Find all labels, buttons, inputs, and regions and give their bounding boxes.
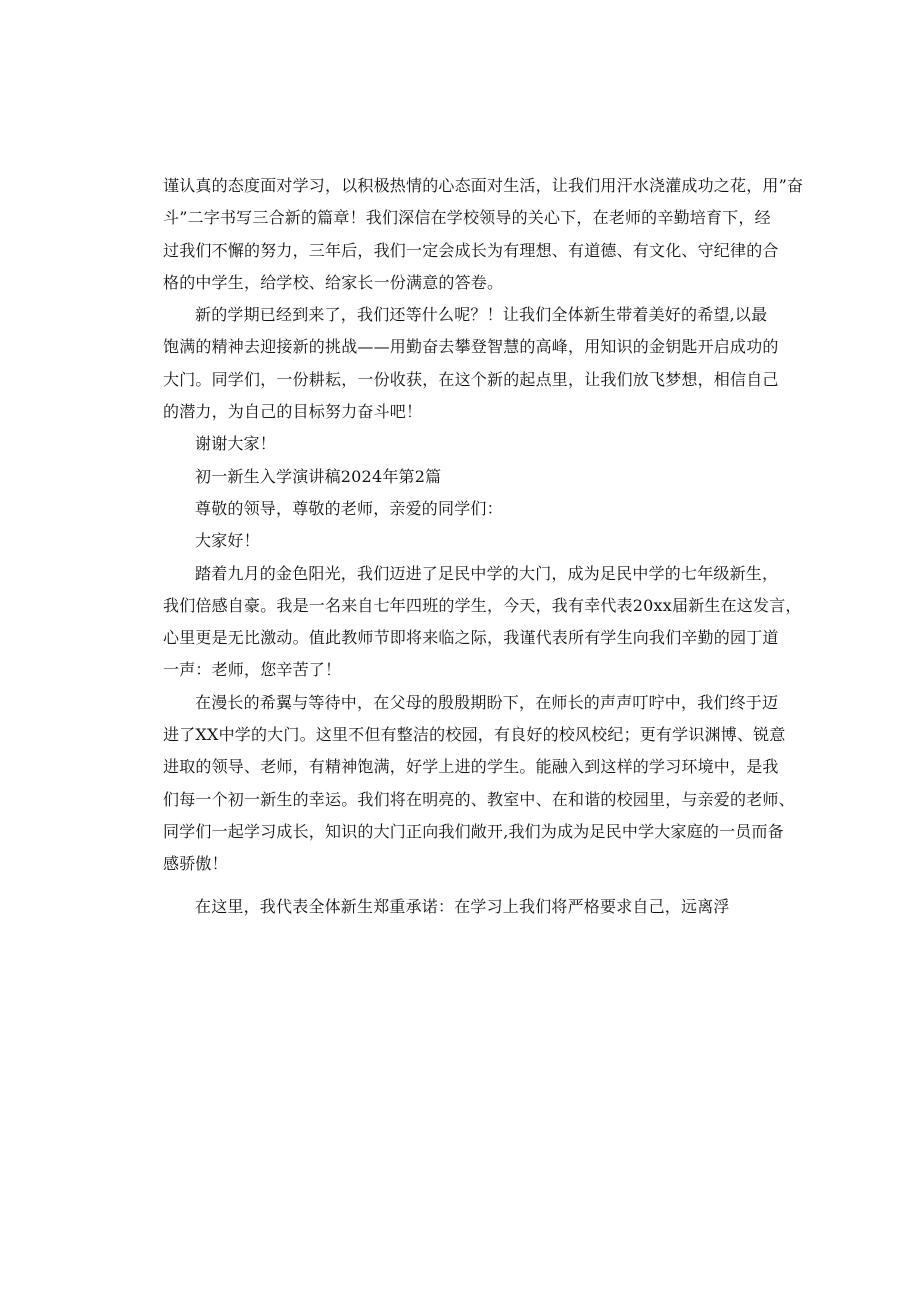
text-line: 感骄傲！ <box>163 854 228 874</box>
salutation: 尊敬的领导，尊敬的老师，亲爱的同学们： <box>195 498 503 518</box>
text-line: 进了XX中学的大门。这里不但有整洁的校园，有良好的校风校纪；更有学识渊博、锐意 <box>163 725 786 745</box>
text-line: 过我们不懈的努力，三年后，我们一定会成长为有理想、有道德、有文化、守纪律的合 <box>163 240 779 260</box>
paragraph-gap <box>163 881 758 891</box>
document-page <box>163 170 804 923</box>
paragraph-first-line: 在漫长的希翼与等待中，在父母的殷殷期盼下，在师长的声声叮咛中，我们终于迈 <box>195 692 779 712</box>
text-line: 心里更是无比激动。值此教师节即将来临之际，我谨代表所有学生向我们辛勤的园丁道 <box>163 628 779 648</box>
text-line: 同学们一起学习成长，知识的大门正向我们敞开,我们为成为足民中学大家庭的一员而备 <box>163 821 784 841</box>
text-line: 大门。同学们，一份耕耘，一份收获，在这个新的起点里，让我们放飞梦想，相信自己 <box>163 369 779 389</box>
paragraph-first-line: 在这里，我代表全体新生郑重承诺：在学习上我们将严格要求自己，远离浮 <box>195 896 730 916</box>
greeting: 大家好！ <box>195 531 260 551</box>
closing-thanks: 谢谢大家！ <box>195 434 277 454</box>
text-line: 一声：老师，您辛苦了！ <box>163 660 342 680</box>
text-line: 们每一个初一新生的幸运。我们将在明亮的、教室中、在和谐的校园里，与亲爱的老师、 <box>163 789 795 809</box>
paragraph-first-line: 新的学期已经到来了，我们还等什么呢？！让我们全体新生带着美好的希望,以最 <box>195 305 768 325</box>
text-line: 斗”二字书写三合新的篇章！我们深信在学校领导的关心下，在老师的辛勤培育下，经 <box>163 208 771 228</box>
section-heading: 初一新生入学演讲稿2024年第2篇 <box>195 466 442 486</box>
text-line: 格的中学生，给学校、给家长一份满意的答卷。 <box>163 272 504 292</box>
text-line: 谨认真的态度面对学习，以积极热情的心态面对生活，让我们用汗水浇灌成功之花，用”奋 <box>163 176 804 195</box>
paragraph-first-line: 踏着九月的金色阳光，我们迈进了足民中学的大门，成为足民中学的七年级新生， <box>195 563 779 583</box>
text-line: 的潜力，为自己的目标努力奋斗吧！ <box>163 402 423 422</box>
text-line: 饱满的精神去迎接新的挑战——用勤奋去攀登智慧的高峰，用知识的金钥匙开启成功的 <box>163 337 779 357</box>
text-line: 进取的领导、老师，有精神饱满，好学上进的学生。能融入到这样的学习环境中，是我 <box>163 757 779 777</box>
text-line: 我们倍感自豪。我是一名来自七年四班的学生，今天，我有幸代表20xx届新生在这发言， <box>163 595 802 615</box>
